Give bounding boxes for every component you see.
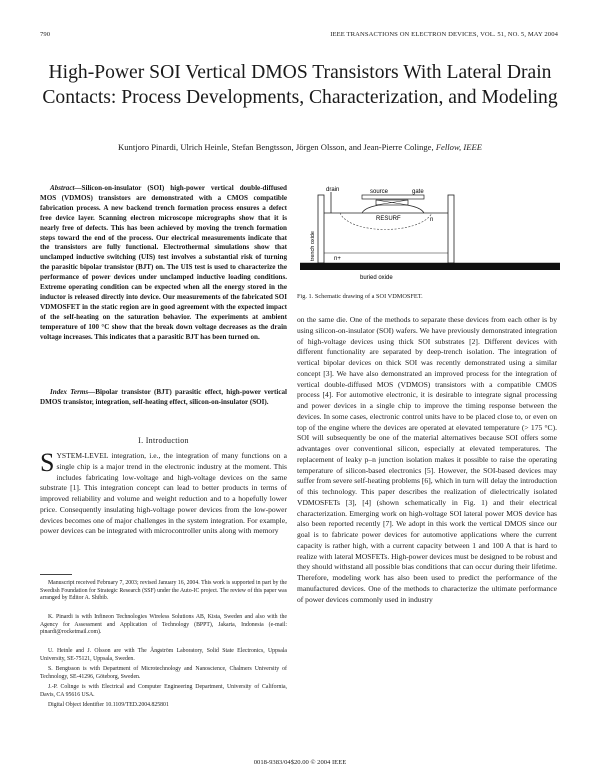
abstract-text: Silicon-on-insulator (SOI) high-power vertical double-diffused MOS (VDMOS) transistors are demonstrated with a CMOS compatible fabrication process. A new backend trench formation process ensures a defect free device layer. Scanning electron microscope micrographs show that it is nearly free of defects. This has been achieved by moving the trench formation steps toward the end of the process. Our electrical measurements indicate that the transistors are fully functional. Electrothermal simulations show that unclamped inductive switching (UIS) test involves a substantial risk of turning the parasitic bipolar transistor (BJT) on. The UIS test is used to characterize the performance of power devices under unclamped inductive loading conditions. Extreme operating condition can be expected when all the energy stored in the inductor is released directly into device. Our measurements of the fabricated SOI VDMOSFET in the static region are in good agreement with the expected impact of the self-heating on the saturation behavior. The experiments at ambient temperature of 100 °C show that the break down voltage decreases as the drain voltage increases. This indicates that a parasitic BJT has been turned on. (40, 184, 287, 341)
index-terms-text: Bipolar transistor (BJT) parasitic effect, high-power vertical DMOS transistor, integration, self-heating effect, silicon-on-insulator (SOI). (40, 388, 288, 406)
label-gate: gate (412, 189, 424, 195)
p-body-region (362, 204, 424, 213)
trench-oxide-left (318, 195, 324, 263)
figure-1-schematic (300, 183, 560, 283)
copyright-footer: 0018-9383/04$20.00 © 2004 IEEE (253, 759, 347, 766)
label-nplus: n+ (334, 256, 341, 262)
introduction-text: YSTEM-LEVEL integration, i.e., the integration of many functions on a single chip is a major trend in the electronic industry at the moment. This includes fabricating low-voltage and high-voltage devices on the same substrate [1]. This integration concept can lead to better products in terms of improved reliability and volume and weight reduction and to a hopefully lower price. Consequently insulating high-voltage power devices from the low-power devices becomes one of major challenges in the system integration. For example, power devices can be integrated with microcontroller units along with memory (40, 451, 287, 536)
page-number: 790 (40, 31, 51, 38)
journal-header: IEEE TRANSACTIONS ON ELECTRON DEVICES, VOL. 51, NO. 5, MAY 2004 (330, 31, 558, 38)
footnote-pinardi: K. Pinardi is with Infineon Technologies Wireless Solutions AB, Kista, Sweden and also with the Agency for Assessment and Application of Technology (BPPT), Jakarta, Indonesia (e-mail: pinardi@rocketmail.com). (40, 614, 287, 636)
paper-title: High-Power SOI Vertical DMOS Transistors With Lateral Drain Contacts: Process Developments, Characterization, and Modeling (42, 62, 558, 108)
label-source: source (370, 189, 389, 195)
buried-oxide-layer (300, 263, 560, 270)
abstract-label: Abstract— (50, 184, 82, 192)
label-drain: drain (326, 187, 340, 193)
label-buried-oxide: buried oxide (360, 275, 393, 281)
footnote-manuscript: Manuscript received February 7, 2003; revised January 16, 2004. This work is supported in part by the Swedish Foundation for Strategic Research (SSF) under the Auto-IC project. The review of this paper was arranged by Editor A. Shibib. (40, 580, 287, 602)
index-terms-label: Index Terms— (50, 388, 96, 396)
footnote-doi: Digital Object Identifier 10.1109/TED.2004.825801 (48, 702, 169, 708)
introduction-paragraph (40, 448, 287, 537)
abstract (40, 184, 287, 343)
author-fellow-note: Fellow, IEEE (435, 142, 482, 152)
right-column-text: on the same die. One of the methods to separate these devices from each other is by using silicon-on-insulator (SOI) wafers. We have previously demonstrated integration of high-voltage devices using thick SOI substrates [2]. Different devices with different functionality are separated by deep-trench isolation. The integration of vertical bipolar devices on thick SOI was recently demonstrated using a similar concept [3]. We have also demonstrated an improved process for the integration of vertical double-diffused MOS (VDMOS) transistors with a compatible CMOS process [4]. For automotive electronic, it is desirable to integrate signal processing and power devices in a single chip to improve the timing response between the devices. In some cases, electronic control units have to be placed close to, or even on top of the engine where the devices are operated at elevated temperature (> 175 °C). SOI will subsequently be one of the material alternatives because SOI offers some advantages over conventional silicon, especially at elevated temperatures. The replacement of leaky p–n junction isolation makes it possible to raise the operating temperature of silicon-based electronics [5]. However, the SOI-based devices may suffer from severe self-heating problems [6], which in turn will delay the introduction of this technology. This paper describes the realization of dielectrically isolated VDMOSFETs [3], [4] (shown schematically in Fig. 1) and their electrical characterization. Emerging work on high-voltage SOI lateral power MOS device has also been reported recently [7]. We adopt in this work the vertical DMOS since our goal is to fabricate power devices for automotive applications where the current capacity is rather high, with a current capacity between 1 and 100 A that is hard to realize with lateral MOSFETs. High-power devices must be designed to be robust and they should withstand all possible bias conditions that can occur during their lifetime. Therefore, modeling work has also been used to predict the performance of the manufactured devices. One of the methods to characterize the ultimate performance of power devices commonly used in industry (297, 315, 557, 604)
label-resurf: RESURF (376, 216, 401, 222)
label-n: n (430, 217, 434, 223)
footnote-colinge: J.-P. Colinge is with Electrical and Computer Engineering Department, University of California, Davis, CA 95616 USA. (40, 684, 287, 698)
label-trench-oxide: trench oxide (310, 231, 316, 261)
drop-cap: S (40, 448, 55, 477)
author-names: Kuntjoro Pinardi, Ulrich Heinle, Stefan Bengtsson, Jörgen Olsson, and Jean-Pierre Colinge, (118, 142, 434, 152)
footnote-bengtsson: S. Bengtsson is with Department of Microtechnology and Nanoscience, Chalmers University of Technology, SE-41296, Göteborg, Sweden. (40, 666, 287, 680)
footnote-rule (40, 574, 72, 575)
section-heading-introduction: I. Introduction (138, 436, 189, 445)
author-list (30, 142, 570, 152)
index-terms (40, 388, 287, 408)
footnote-heinle-olsson: U. Heinle and J. Olsson are with The Ångström Laboratory, Solid State Electronics, Uppsala University, SE-75121, Uppsala, Sweden. (40, 648, 287, 662)
figure-1-caption: Fig. 1. Schematic drawing of a SOI VDMOSFET. (297, 293, 423, 300)
trench-oxide-right (448, 195, 454, 263)
source-contact (362, 195, 424, 199)
